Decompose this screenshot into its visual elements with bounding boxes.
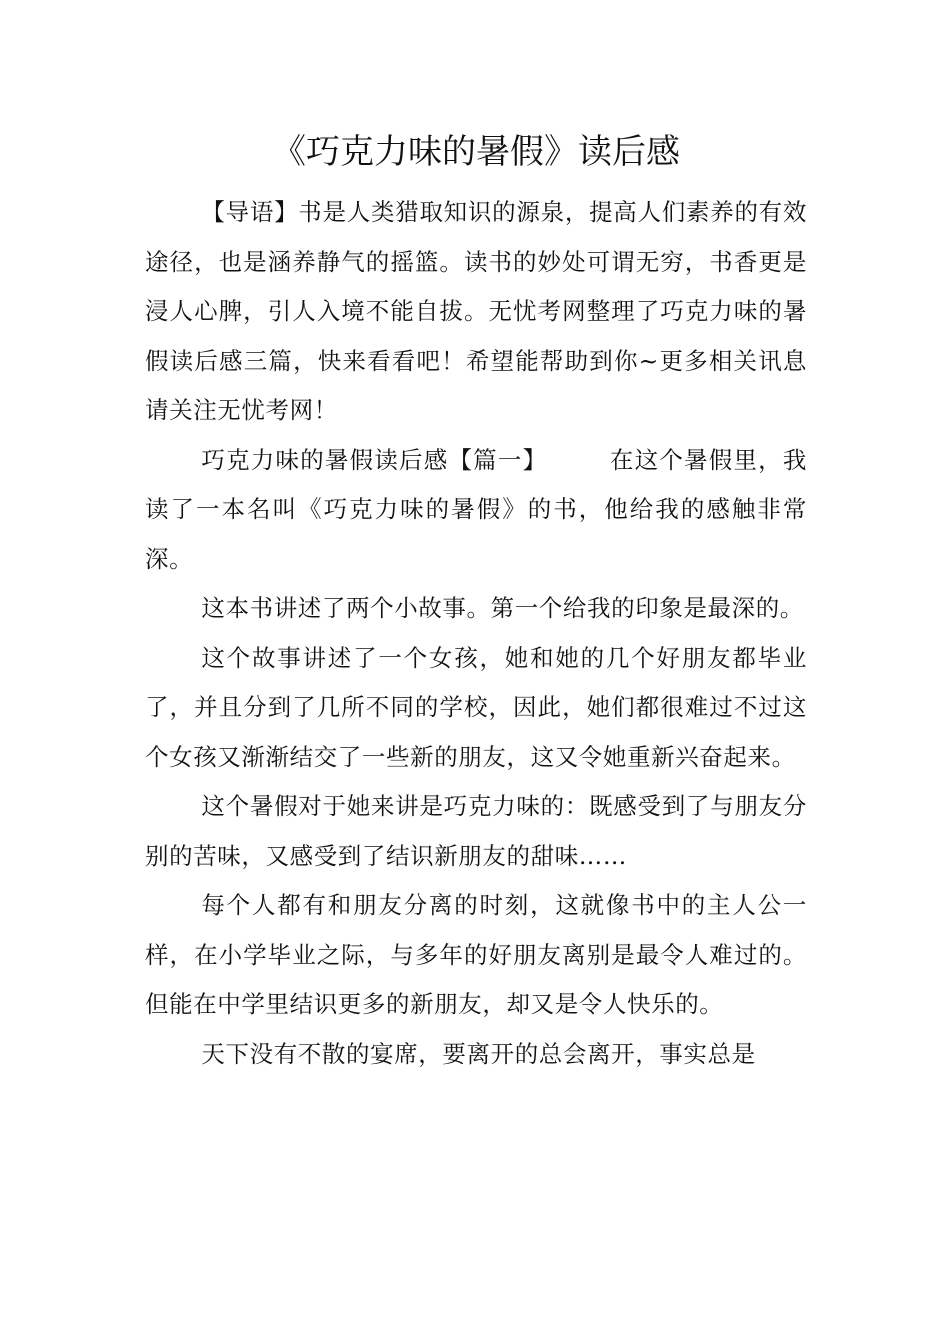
body-paragraph-1: 这本书讲述了两个小故事。第一个给我的印象是最深的。 (201, 594, 804, 622)
section-one-paragraph (145, 436, 807, 585)
document-title: 《巧克力味的暑假》读后感 (272, 132, 680, 172)
body-paragraph-5: 天下没有不散的宴席，要离开的总会离开，事实总是 (201, 1039, 756, 1068)
section-one-heading: 巧克力味的暑假读后感【篇一】 (201, 445, 548, 474)
document-page (145, 118, 807, 1079)
body-paragraph-3: 这个暑假对于她来讲是巧克力味的：既感受到了与朋友分别的苦味，又感受到了结识新朋友的甜味…… (145, 792, 807, 870)
intro-paragraph: 【导语】书是人类猎取知识的源泉，提高人们素养的有效途径，也是涵养静气的摇篮。读书的妙处可谓无穷，书香更是浸人心脾，引人入境不能自拔。无忧考网整理了巧克力味的暑假读后感三篇，快来看看吧！希望能帮助到你~更多相关讯息请关注无忧考网！ (145, 198, 807, 424)
section-one-text: 在这个暑假里，我读了一本名叫《巧克力味的暑假》的书，他给我的感触非常深。 (145, 445, 807, 573)
body-paragraph-4: 每个人都有和朋友分离的时刻，这就像书中的主人公一样，在小学毕业之际，与多年的好朋友离别是最令人难过的。但能在中学里结识更多的新朋友，却又是令人快乐的。 (145, 891, 807, 1018)
body-paragraph-2: 这个故事讲述了一个女孩，她和她的几个好朋友都毕业了，并且分到了几所不同的学校，因此，她们都很难过不过这个女孩又渐渐结交了一些新的朋友，这又令她重新兴奋起来。 (145, 643, 807, 771)
